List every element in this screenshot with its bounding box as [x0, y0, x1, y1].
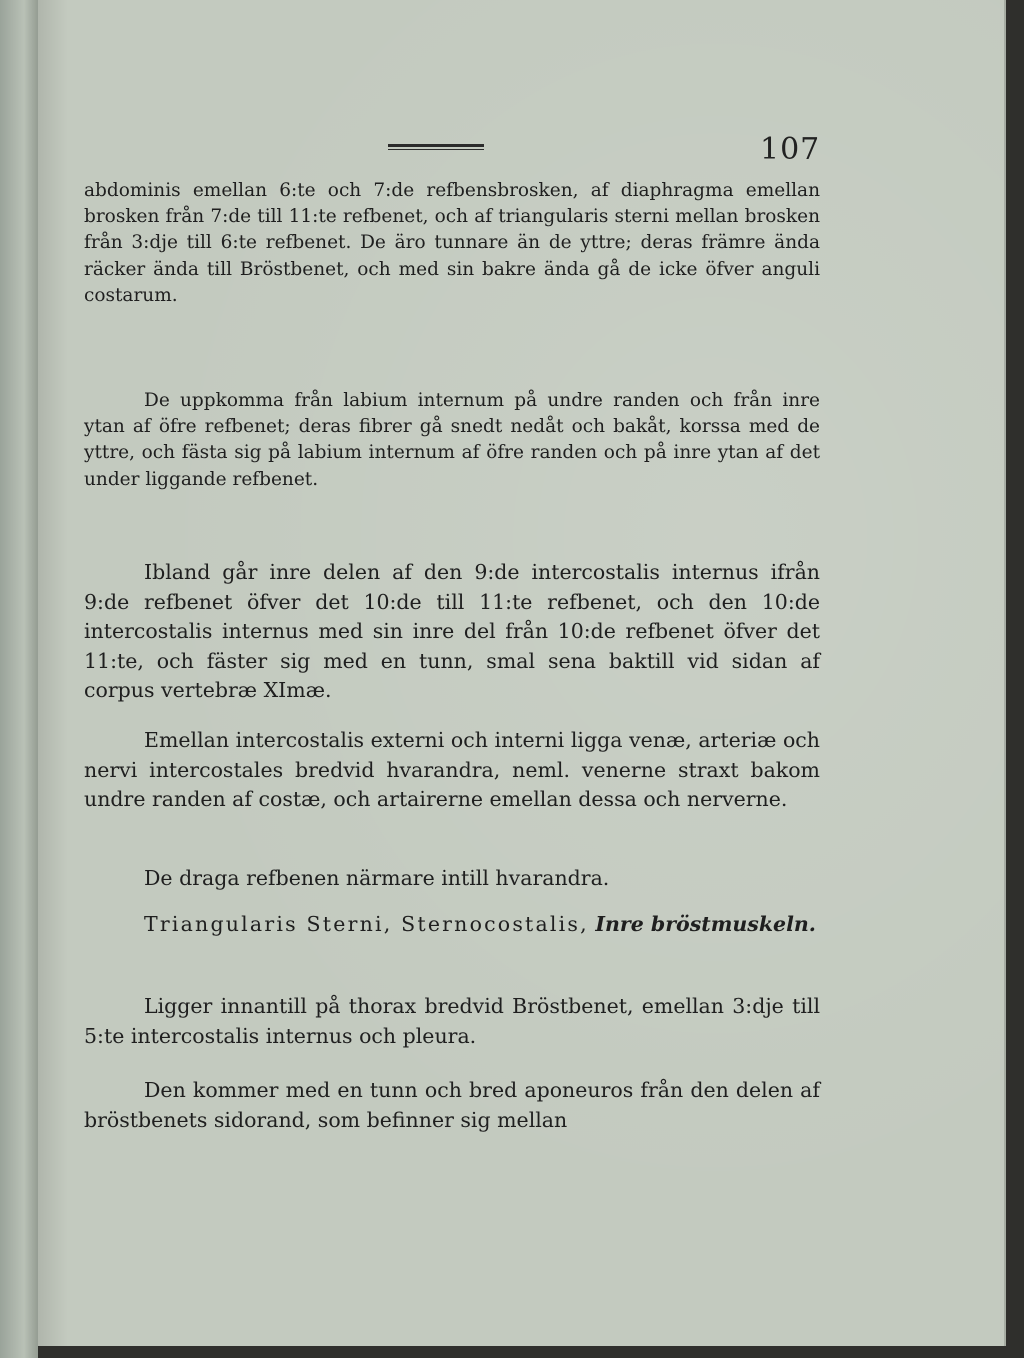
page-number: 107: [760, 132, 821, 167]
paragraph-position: Ligger innantill på thorax bredvid Bröstbenet, emellan 3:dje till 5:te intercostalis internus och pleura.: [84, 994, 820, 1048]
scan-border-right: [1006, 0, 1024, 1358]
facing-page-edge: [0, 0, 40, 1358]
paragraph-function: De draga refbenen närmare intill hvarandra.: [144, 866, 610, 890]
paragraph-continuation: abdominis emellan 6:te och 7:de refbensbrosken, af diaphragma emellan brosken från 7:de till 11:te refbenet, och af triangularis sterni mellan brosken från 3:dje till 6:te refbenet. De äro tunnare än de yttre; deras främre ända räcker ända till Bröstbenet, och med sin bakre ända gå de icke öfver anguli costarum.: [84, 180, 820, 306]
scan-border-bottom: [38, 1346, 1024, 1358]
paragraph-attachment: Den kommer med en tunn och bred aponeuros från den delen af bröstbenets sidorand, som befinner sig mellan: [84, 1078, 820, 1132]
muscle-heading-swedish-name: Inre bröstmuskeln.: [595, 912, 816, 936]
paragraph-origin: De uppkomma från labium internum på undre randen och från inre ytan af öfre refbenet; deras fibrer gå snedt nedåt och bakåt, korssa med de yttre, och fästa sig på labium internum af öfre randen och på inre ytan af det under liggande refbenet.: [84, 390, 820, 490]
muscle-heading-names: Triangularis Sterni, Sternocostalis,: [144, 912, 589, 936]
muscle-heading: [84, 910, 820, 940]
paragraph-variation: Ibland går inre delen af den 9:de intercostalis internus ifrån 9:de refbenet öfver det 10:de till 11:te refbenet, och den 10:de intercostalis internus med sin inre del från 10:de refbenet öfver det 11:te, och fäster sig med en tunn, smal sena baktill vid sidan af corpus vertebræ XImæ.: [84, 560, 820, 703]
paragraph-vessels: Emellan intercostalis externi och interni ligga venæ, arteriæ och nervi intercostales bredvid hvarandra, neml. venerne straxt bakom undre randen af costæ, och artairerne emellan dessa och nerverne.: [84, 728, 820, 812]
header-rule: [388, 144, 484, 150]
